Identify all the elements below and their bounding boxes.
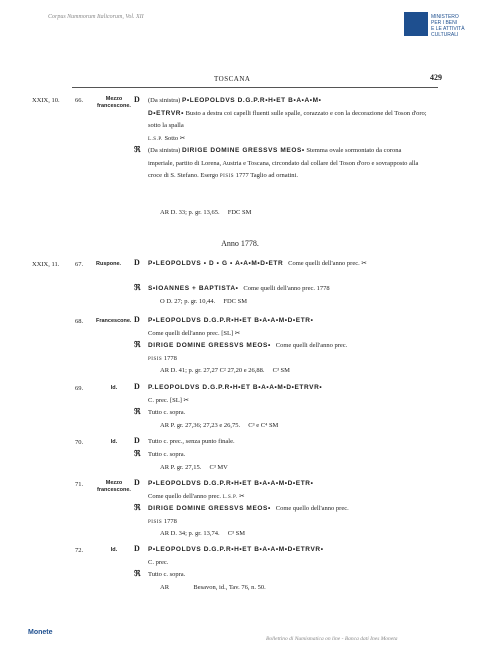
coin-type: Ruspone.: [96, 261, 122, 267]
obverse-text: P•LEOPOLDVS D.G.P.R•H•ET B•A•A•M•D•ETR• Come quello dell'anno prec. L.S.P. ✂: [148, 480, 314, 500]
reverse-text: Tutto c. sopra.: [148, 571, 186, 578]
reverse-text: (Da sinistra) DIRIGE DOMINE GRESSVS MEOS• Stemma ovale sormontato da corona imperiale, partito di Lorena, Austria e Toscana, circondato dal collare del Toson d'oro e sovrapposto alla croce di S. Stefano. Esergo PISIS 1777 Taglio ad ornatini.: [148, 147, 419, 179]
ministry-line: E LE ATTIVITÀ: [431, 26, 465, 32]
coin-type: Id.: [110, 439, 118, 445]
reverse-text: Tutto c. sopra.: [148, 409, 186, 416]
plate-ref: XXIX, 11.: [32, 261, 60, 268]
entry-number: 70.: [75, 439, 84, 446]
page-number: 429: [430, 73, 442, 82]
entry-number: 66.: [75, 97, 84, 104]
obverse-mark: D: [134, 382, 140, 391]
running-title: TOSCANA: [214, 75, 251, 83]
ministry-text: [431, 14, 465, 38]
ministry-line: CULTURALI: [431, 32, 459, 38]
metal-info: AR D. 34; p. gr. 13,74. C³ SM: [160, 530, 246, 537]
obverse-text: (Da sinistra) P•LEOPOLDVS D.G.P.R•H•ET B•A•A•M• D•ETRVR• Busto a destra coi capelli fluenti sulle spalle, corazzato e con la decorazione del Toson d'oro; sotto la spalla L.S.P. Sotto ✂: [148, 97, 427, 142]
reverse-mark: ℜ: [134, 407, 141, 416]
obverse-mark: D: [134, 436, 140, 445]
header-rule: [72, 87, 438, 88]
obverse-mark: D: [134, 95, 140, 104]
reverse-text: S•IOANNES + BAPTISTA• Come quelli dell'anno prec. 1778: [148, 285, 330, 292]
obverse-mark: D: [134, 478, 140, 487]
metal-info: AR P. gr. 27,15. C³ MV: [160, 464, 228, 471]
metal-info: AR D. 33; p. gr. 13,65. FDC SM: [160, 209, 252, 216]
series-title: Corpus Nummorum Italicorum, Vol. XII: [48, 14, 144, 20]
coin-type: Mezzo francescone.: [97, 480, 131, 493]
entry-number: 67.: [75, 261, 84, 268]
entry-number: 69.: [75, 385, 84, 392]
reverse-mark: ℜ: [134, 145, 141, 154]
obverse-mark: D: [134, 544, 140, 553]
ministry-line: PER I BENI: [431, 20, 458, 26]
reverse-text: DIRIGE DOMINE GRESSVS MEOS• Come quello dell'anno prec. PISIS 1778: [148, 505, 349, 525]
obverse-text: P.LEOPOLDVS D.G.P.R•H•ET B•A•A•M•D•ETRVR• C. prec. [SL] ✂: [148, 384, 323, 404]
metal-info: AR P. gr. 27,36; 27,23 e 26,75. C³ e C⁴ SM: [160, 422, 279, 429]
ministry-line: MINISTERO: [431, 14, 459, 20]
footer-text: Bollettino di Numismatica on line - Banca dati Ines Moneta: [266, 636, 398, 642]
reverse-text: DIRIGE DOMINE GRESSVS MEOS• Come quelli dell'anno prec. PISIS 1778: [148, 342, 348, 362]
obverse-mark: D: [134, 258, 140, 267]
ministry-logo: [404, 10, 478, 44]
ministry-emblem-icon: [404, 12, 428, 36]
metal-info: AR Besavon, id., Tav. 76, n. 50.: [160, 584, 266, 591]
obverse-text: Tutto c. prec., senza punto finale.: [148, 438, 235, 445]
obverse-mark: D: [134, 315, 140, 324]
entry-number: 68.: [75, 318, 84, 325]
metal-info: O D. 27; p. gr. 10,44. FDC SM: [160, 298, 248, 305]
entry-number: 72.: [75, 547, 84, 554]
reverse-mark: ℜ: [134, 449, 141, 458]
coin-type: Id.: [110, 385, 118, 391]
obverse-text: P•LEOPOLDVS • D • G • A•A•M•D•ETR Come quelli dell'anno prec. ✂: [148, 260, 367, 267]
section-title: Anno 1778.: [221, 239, 259, 248]
reverse-text: Tutto c. sopra.: [148, 451, 186, 458]
entry-number: 71.: [75, 481, 84, 488]
coin-type: Mezzo francescone.: [97, 96, 131, 109]
obverse-text: P•LEOPOLDVS D.G.P.R•H•ET B•A•A•M•D•ETRVR• C. prec.: [148, 546, 324, 566]
reverse-mark: ℜ: [134, 283, 141, 292]
obverse-text: P•LEOPOLDVS D.G.P.R•H•ET B•A•A•M•D•ETR• Come quelli dell'anno prec. [SL] ✂: [148, 317, 314, 337]
plate-ref: XXIX, 10.: [32, 97, 60, 104]
reverse-mark: ℜ: [134, 503, 141, 512]
metal-info: AR D. 41; p. gr. 27,27 C² 27,20 e 26,88. C³ SM: [160, 367, 290, 374]
coin-type: Id.: [110, 547, 118, 553]
reverse-mark: ℜ: [134, 340, 141, 349]
footer-logo: Monete: [28, 629, 53, 636]
reverse-mark: ℜ: [134, 569, 141, 578]
coin-type: Francescone.: [96, 318, 132, 324]
